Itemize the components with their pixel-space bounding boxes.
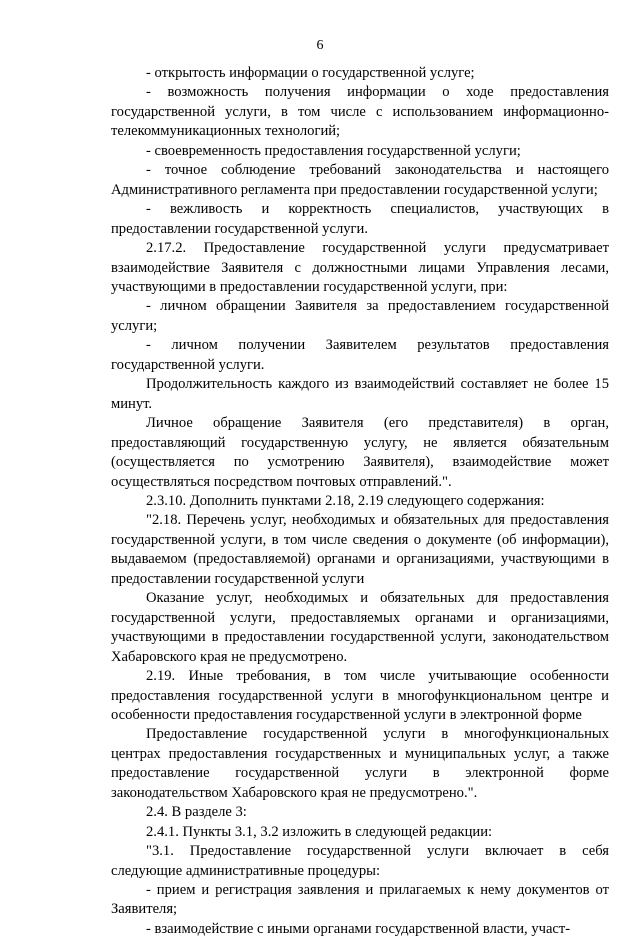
paragraph: 2.4. В разделе 3: [146, 804, 247, 821]
paragraph: - открытость информации о государственной услуге; [146, 65, 475, 81]
paragraph: Оказание услуг, необходимых и обязательных для предоставления государственной услуги, предоставляемых органами и организациями, участвующими в предоставлении государственной услуги, законодательством Хабаровского края не предусмотрено. [111, 590, 609, 665]
paragraph: "3.1. Предоставление государственной услуги включает в себя следующие административные процедуры: [111, 843, 609, 879]
paragraph: Продолжительность каждого из взаимодействий составляет не более 15 минут. [111, 376, 609, 412]
paragraph: - личном обращении Заявителя за предоставлением государственной услуги; [111, 298, 609, 334]
paragraph: Личное обращение Заявителя (его представителя) в орган, предоставляющий государственную услугу, не является обязательным (осуществляется по усмотрению Заявителя), взаимодействие может осуществляться посредством почтовых отправлений.". [111, 415, 609, 490]
document-body [111, 64, 609, 939]
paragraph: 2.17.2. Предоставление государственной услуги предусматривает взаимодействие Заявителя с должностными лицами Управления лесами, участвующими в предоставлении государственной услуги, при: [111, 240, 609, 295]
paragraph: "2.18. Перечень услуг, необходимых и обязательных для предоставления государственной услуги, в том числе сведения о документе (об информации), выдаваемом (предоставляемой) органами и организациями, участвующими в предоставлении государственной услуги [111, 512, 609, 587]
paragraph: Предоставление государственной услуги в многофункциональных центрах предоставления государственных и муниципальных услуг, а также предоставление государственной услуги в электронной форме законодательством Хабаровского края не предусмотрено.". [111, 726, 609, 801]
paragraph: - своевременность предоставления государственной услуги; [146, 142, 521, 159]
paragraph: 2.19. Иные требования, в том числе учитывающие особенности предоставления государственной услуги в многофункциональном центре и особенности предоставления государственной услуги в электронной форме [111, 668, 609, 723]
paragraph: - взаимодействие с иными органами государственной власти, участ- [146, 920, 571, 937]
paragraph: - вежливость и корректность специалистов, участвующих в предоставлении государственной услуги. [111, 201, 609, 237]
page-number: 6 [316, 38, 324, 53]
paragraph: - личном получении Заявителем результатов предоставления государственной услуги. [111, 337, 609, 373]
paragraph: 2.4.1. Пункты 3.1, 3.2 изложить в следующей редакции: [146, 823, 493, 840]
paragraph: - прием и регистрация заявления и прилагаемых к нему документов от Заявителя; [111, 882, 609, 918]
paragraph: 2.3.10. Дополнить пунктами 2.18, 2.19 следующего содержания: [146, 492, 545, 509]
paragraph: - возможность получения информации о ходе предоставления государственной услуги, в том числе с использованием информационно-телекоммуникационных технологий; [111, 84, 609, 140]
paragraph: - точное соблюдение требований законодательства и настоящего Административного регламента при предоставлении государственной услуги; [111, 162, 609, 198]
